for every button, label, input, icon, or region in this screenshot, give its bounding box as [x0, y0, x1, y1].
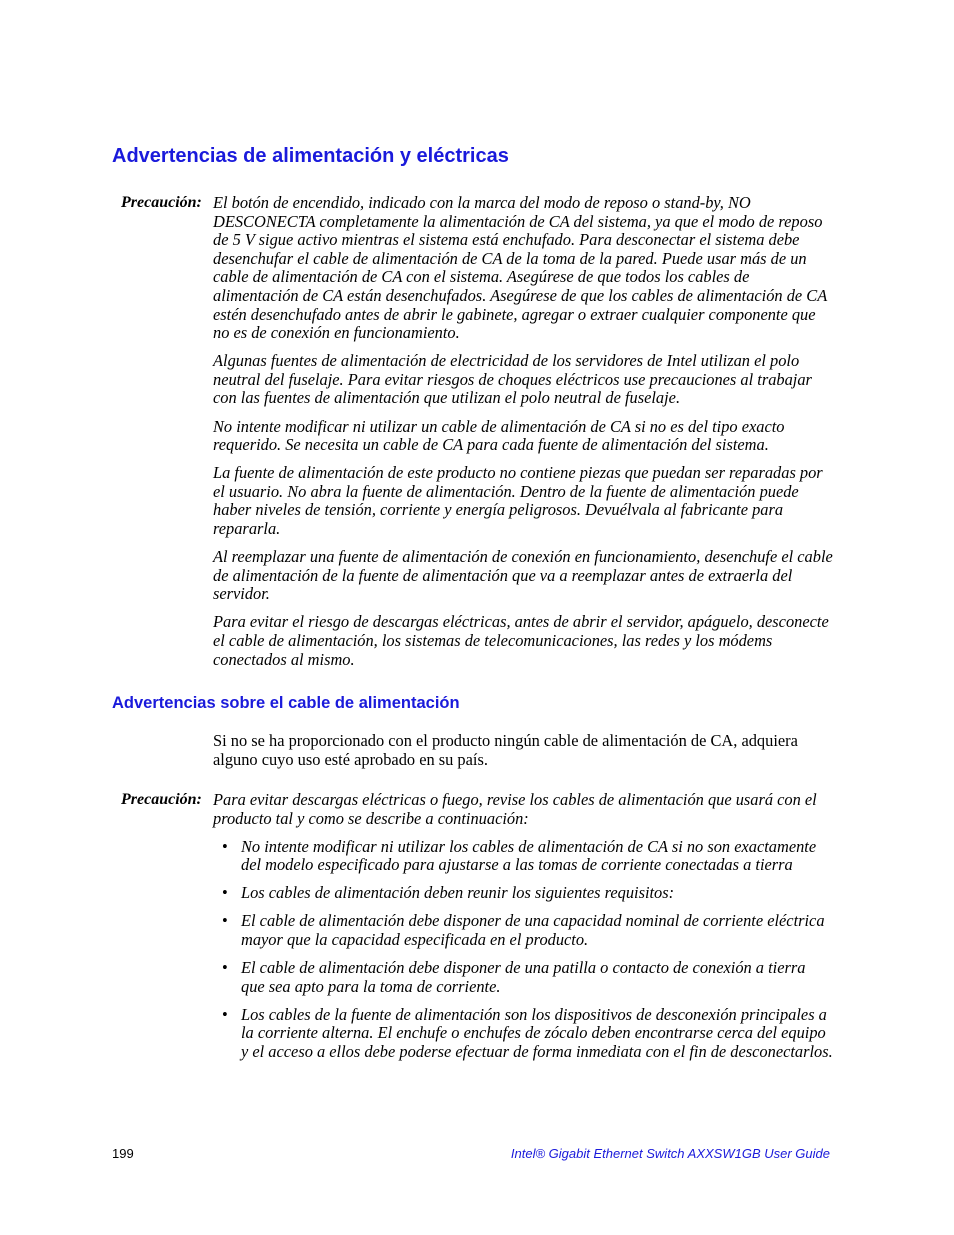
caution-paragraph: El botón de encendido, indicado con la marca del modo de reposo o stand-by, NO DESCONECTA completamente la alimentación de CA del sistema, ya que el modo de reposo de 5 V sigue activo mientras el sistema está enchufado. Para desconectar el sistema debe desenchufar el cable de alimentación de CA de la toma de la pared. Puede usar más de un cable de alimentación de CA con el sistema. Asegúrese de que todos los cables de alimentación de CA están desenchufados. Asegúrese de que los cables de alimentación de CA estén desenchufado antes de abrir le gabinete, agregar o extraer cualquier componente que no es de conexión en funcionamiento.	[213, 193, 827, 343]
caution-label-cable: Precaución:	[121, 791, 202, 808]
requirements-list	[213, 838, 833, 1062]
bullet-glyph: •	[222, 1004, 228, 1024]
list-item	[213, 884, 833, 903]
bullet-glyph: •	[222, 836, 228, 856]
list-item-text: Los cables de la fuente de alimentación son los dispositivos de desconexión principales a la corriente alterna. El enchufe o enchufes de zócalo deben encontrarse cerca del equipo y el acceso a ellos debe poderse efectuar de forma inmediata con el fin de desconectarlos.	[241, 1004, 833, 1062]
list-item-text: Los cables de alimentación deben reunir los siguientes requisitos:	[241, 883, 675, 903]
list-item-text: No intente modificar ni utilizar los cables de alimentación de CA si no son exactamente del modelo especificado para ajustarse a las tomas de corriente conectadas a tierra	[241, 836, 817, 875]
list-item	[213, 838, 833, 875]
caution-cable-paragraph: Para evitar descargas eléctricas o fuego, revise los cables de alimentación que usará con el producto tal y como se describe a continuación:	[213, 790, 817, 828]
list-item	[213, 912, 833, 949]
caution-cable-block	[213, 791, 833, 1071]
caution-paragraph: No intente modificar ni utilizar un cable de alimentación de CA si no es del tipo exacto requerido. Se necesita un cable de CA para cada fuente de alimentación del sistema.	[213, 416, 785, 455]
list-item	[213, 959, 833, 996]
list-item	[213, 1006, 833, 1062]
caution-paragraph: Para evitar el riesgo de descargas eléctricas, antes de abrir el servidor, apáguelo, desconecte el cable de alimentación, los sistemas de telecomunicaciones, las redes y los módems conectados al mismo.	[213, 612, 829, 669]
section-title-power-electrical: Advertencias de alimentación y eléctricas	[112, 145, 509, 167]
list-item-text: El cable de alimentación debe disponer de una patilla o contacto de conexión a tierra que sea apto para la toma de corriente.	[241, 958, 806, 996]
caution-paragraph: Al reemplazar una fuente de alimentación de conexión en funcionamiento, desenchufe el cable de alimentación de la fuente de alimentación que va a reemplazar antes de extraerla del servidor.	[213, 547, 833, 604]
caution-paragraph: Algunas fuentes de alimentación de electricidad de los servidores de Intel utilizan el polo neutral del fuselaje. Para evitar riesgos de choques eléctricos use precauciones al trabajar con las fuentes de alimentación que utilizan el polo neutral de fuselaje.	[213, 351, 812, 408]
section-title-power-cable: Advertencias sobre el cable de alimentación	[112, 694, 460, 712]
list-item-text: El cable de alimentación debe disponer de una capacidad nominal de corriente eléctrica mayor que la capacidad especificada en el producto.	[241, 911, 825, 950]
intro-paragraph: Si no se ha proporcionado con el producto ningún cable de alimentación de CA, adquiera alguno cuyo uso esté aprobado en su país.	[213, 731, 798, 769]
bullet-glyph: •	[222, 958, 228, 978]
bullet-glyph: •	[222, 883, 228, 903]
caution-paragraph: La fuente de alimentación de este producto no contiene piezas que puedan ser reparadas por el usuario. No abra la fuente de alimentación. Dentro de la fuente de alimentación puede haber niveles de tensión, corriente y energía peligrosos. Devuélvala al fabricante para repararla.	[213, 463, 823, 538]
caution-text-block	[213, 194, 833, 679]
power-cable-intro	[213, 732, 833, 779]
caution-label: Precaución:	[121, 194, 202, 211]
footer-doc-title: Intel® Gigabit Ethernet Switch AXXSW1GB User Guide	[510, 1146, 830, 1161]
bullet-glyph: •	[222, 911, 228, 931]
page-number: 199	[112, 1146, 134, 1161]
